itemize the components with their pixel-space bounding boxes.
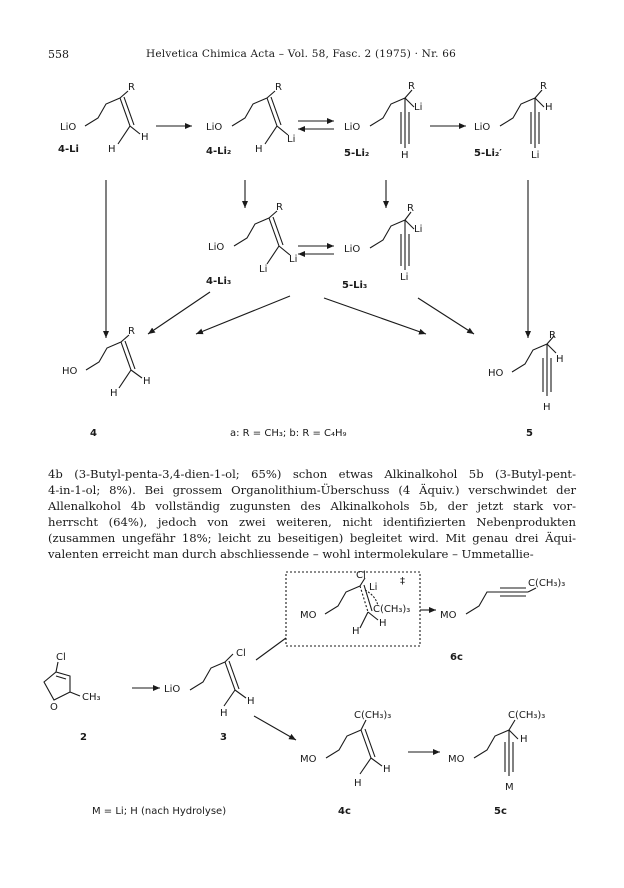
atom-lio: LiO	[208, 242, 225, 253]
atom-r: R	[540, 81, 547, 92]
structure-2	[44, 662, 80, 700]
paragraph-line: (zusammen ungefähr 18%; leicht zu beseitigen) begleitet wird. Mit genau drei Äqui-	[48, 531, 576, 545]
atom-lio: LiO	[206, 122, 223, 133]
structure-5-li3	[370, 212, 414, 270]
atom-h: H	[143, 376, 151, 387]
atom-cme3: C(CH₃)₃	[354, 710, 392, 721]
transition-state-dagger: ‡	[400, 576, 405, 587]
scheme1-legend: a: R = CH₃; b: R = C₄H₉	[230, 428, 347, 439]
atom-mo: MO	[300, 610, 317, 621]
atom-r: R	[275, 82, 282, 93]
atom-h: H	[556, 354, 564, 365]
atom-cme3: C(CH₃)₃	[528, 578, 566, 589]
atom-ho: HO	[488, 368, 504, 379]
body-paragraph	[48, 466, 576, 562]
atom-cme3: C(CH₃)₃	[373, 604, 411, 615]
atom-h: H	[543, 402, 551, 413]
paragraph-line: Allenalkohol 4b vollständig zugunsten des Alkinalkohols 5b, der jetzt stark vor-	[48, 499, 576, 513]
atom-cl: Cl	[236, 648, 246, 659]
structure-4	[86, 335, 142, 388]
compound-label-3: 3	[220, 732, 227, 743]
compound-label-4c: 4c	[338, 806, 351, 817]
atom-o: O	[50, 702, 58, 713]
atom-ho: HO	[62, 366, 78, 377]
atom-mo: MO	[300, 754, 317, 765]
atom-h: H	[220, 708, 228, 719]
structure-6c	[466, 588, 536, 614]
atom-li: Li	[369, 582, 378, 593]
compound-label-5-li3: 5-Li₃	[342, 280, 368, 291]
atom-lio: LiO	[344, 122, 361, 133]
atom-li: Li	[414, 102, 423, 113]
atom-mo: MO	[440, 610, 457, 621]
structure-3	[190, 654, 246, 706]
atom-li: Li	[287, 134, 296, 145]
structure-5-li2	[370, 90, 414, 148]
structure-transition-state	[325, 578, 378, 628]
atom-h: H	[110, 388, 118, 399]
page-number: 558	[48, 48, 69, 61]
atom-cl: Cl	[356, 570, 366, 581]
atom-r: R	[549, 330, 556, 341]
structure-5c	[474, 720, 518, 776]
atom-lio: LiO	[344, 244, 361, 255]
atom-lio: LiO	[164, 684, 181, 695]
compound-label-4-li2: 4-Li₂	[206, 146, 232, 157]
equilibrium-4li3-5li3	[298, 246, 334, 254]
atom-cl: Cl	[56, 652, 66, 663]
compound-label-5: 5	[526, 428, 533, 439]
arrow-5li3-to-5	[418, 298, 474, 334]
atom-lio: LiO	[474, 122, 491, 133]
paragraph-line: herrscht (64%), jedoch von zwei weiteren, nicht identifizierten Nebenprodukten	[48, 515, 576, 529]
atom-li: Li	[259, 264, 268, 275]
compound-label-4: 4	[90, 428, 97, 439]
structure-4-li	[85, 91, 140, 144]
atom-r: R	[128, 326, 135, 337]
structure-4-li3	[234, 211, 290, 264]
compound-label-4-li: 4-Li	[58, 144, 79, 155]
compound-label-4-li3: 4-Li₃	[206, 276, 232, 287]
arrow-4li3-to-4-a	[148, 292, 210, 334]
compound-label-2: 2	[80, 732, 87, 743]
atom-h: H	[247, 696, 255, 707]
compound-label-5-li2-prime: 5-Li₂′	[474, 148, 502, 159]
atom-r: R	[408, 81, 415, 92]
structure-4-li2	[232, 91, 288, 144]
atom-h: H	[383, 764, 391, 775]
structure-5	[512, 336, 556, 396]
atom-r: R	[128, 82, 135, 93]
atom-li: Li	[531, 150, 540, 161]
atom-li: Li	[289, 254, 298, 265]
running-title: Helvetica Chimica Acta – Vol. 58, Fasc. 2 (1975) · Nr. 66	[146, 48, 456, 60]
atom-li: Li	[400, 272, 409, 283]
atom-h: H	[108, 144, 116, 155]
atom-h: H	[141, 132, 149, 143]
arrow-4li3-to-5	[324, 298, 426, 334]
arrow-3-to-4c	[254, 716, 296, 740]
compound-label-5c: 5c	[494, 806, 507, 817]
paragraph-line: 4b (3-Butyl-penta-3,4-dien-1-ol; 65%) schon etwas Alkinalkohol 5b (3-Butyl-pent-	[48, 467, 576, 481]
paragraph-line: 4-in-1-ol; 8%). Bei grossem Organolithium-Überschuss (4 Äquiv.) verschwindet der	[48, 483, 576, 497]
atom-li: Li	[414, 224, 423, 235]
structure-5-li2-prime	[500, 90, 544, 148]
compound-label-6c: 6c	[450, 652, 463, 663]
atom-mo: MO	[448, 754, 465, 765]
arrow-3-to-ts	[256, 638, 286, 660]
structure-4c	[326, 720, 382, 774]
atom-h: H	[545, 102, 553, 113]
atom-ch3: CH₃	[82, 692, 101, 703]
scheme2-legend: M = Li; H (nach Hydrolyse)	[92, 806, 227, 817]
atom-r: R	[407, 203, 414, 214]
atom-h: H	[352, 626, 360, 637]
atom-lio: LiO	[60, 122, 77, 133]
atom-h: H	[255, 144, 263, 155]
paragraph-line: valenten erreicht man durch abschliessende – wohl intermolekulare – Ummetallie-	[48, 547, 534, 561]
atom-m: M	[505, 782, 514, 793]
equilibrium-4li2-5li2	[298, 121, 334, 129]
atom-h: H	[354, 778, 362, 789]
compound-label-5-li2: 5-Li₂	[344, 148, 370, 159]
transition-state-box	[286, 572, 420, 646]
arrow-5li3-to-4	[196, 296, 290, 334]
atom-h: H	[520, 734, 528, 745]
atom-h: H	[401, 150, 409, 161]
atom-h: H	[379, 618, 387, 629]
atom-cme3: C(CH₃)₃	[508, 710, 546, 721]
atom-r: R	[276, 202, 283, 213]
